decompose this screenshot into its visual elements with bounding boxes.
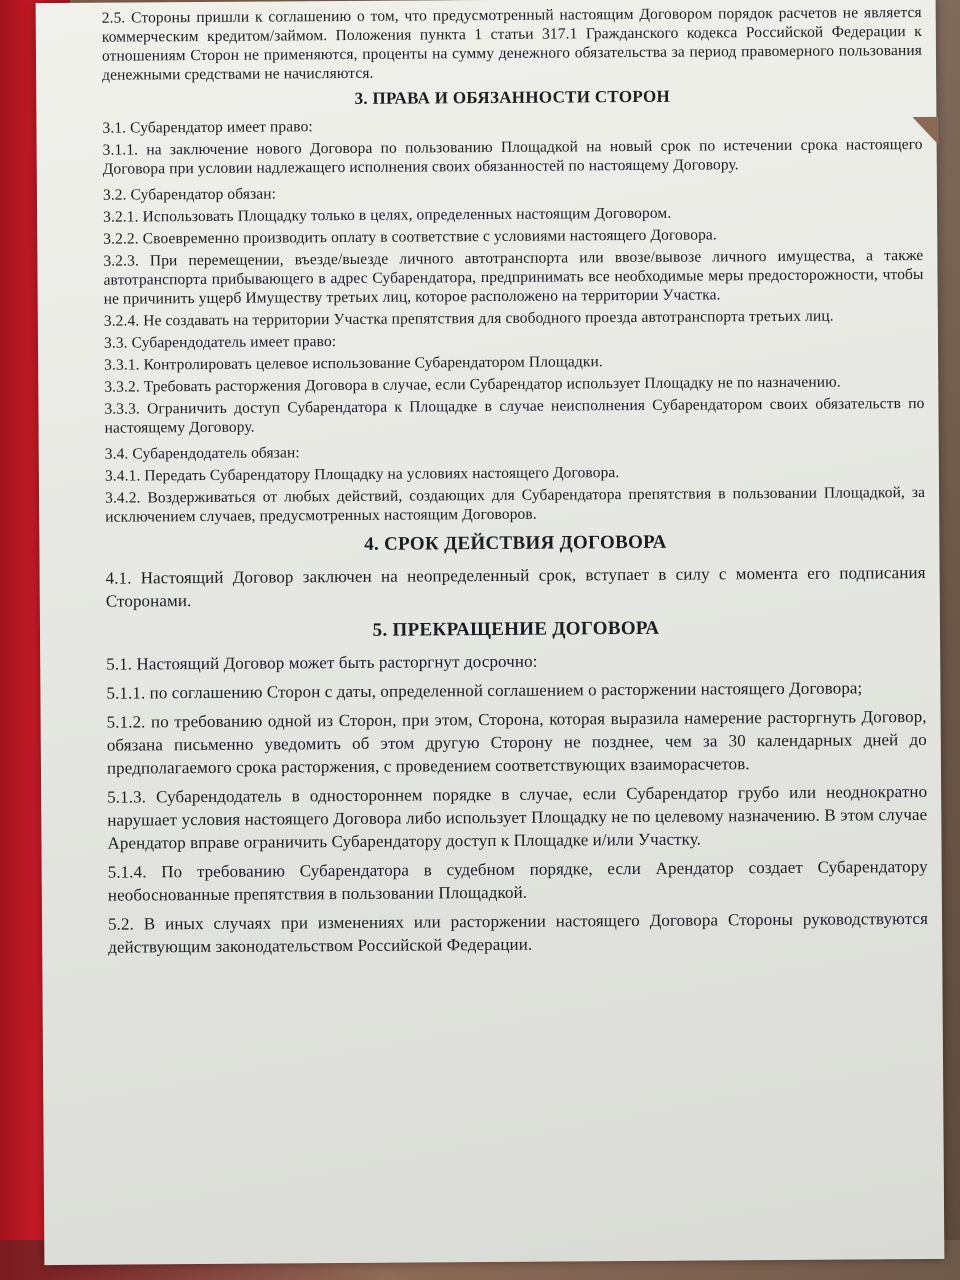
clause-3-4: 3.4. Субарендодатель обязан: (104, 444, 300, 463)
clause-3-2: 3.2. Субарендатор обязан: (102, 185, 277, 204)
clause-5-1-1: 5.1.1. по соглашению Сторон с даты, определенной соглашением о расторжении настоящего Договора; (106, 678, 863, 703)
clause-5-1: 5.1. Настоящий Договор может быть расторгнут досрочно: (106, 651, 538, 674)
section-4-heading: 4. СРОК ДЕЙСТВИЯ ДОГОВОРА (364, 531, 667, 555)
clause-3-3-3: 3.3.3. Ограничить доступ Субарендатора к Площадке в случае неисполнения Субарендатором своих обязательств по настоящему Договору. (104, 394, 925, 437)
clause-3-3: 3.3. Субарендодатель имеет право: (103, 333, 337, 352)
document-content (102, 3, 929, 965)
clause-3-4-2: 3.4.2. Воздерживаться от любых действий, создающих для Субарендатора препятствия в пользовании Площадкой, за исключением случаев, предусмотренных настоящим Договоров. (105, 483, 926, 526)
clause-2-5: 2.5. Стороны пришли к соглашению о том, что предусмотренный настоящим Договором порядок расчетов не является коммерческим кредитом/займом. Положения пункта 1 статьи 317.1 Гражданского кодекса Российской Федерации к отношениям Сторон не применяются, проценты на сумму денежного обязательства за период правомерного пользования денежными средствами не начисляются. (101, 3, 923, 84)
clause-3-3-1: 3.3.1. Контролировать целевое использование Субарендатором Площадки. (104, 353, 603, 374)
section-5-heading: 5. ПРЕКРАЩЕНИЕ ДОГОВОРА (372, 617, 660, 641)
clause-3-3-2: 3.3.2. Требовать расторжения Договора в случае, если Субарендатор использует Площадку не по назначению. (104, 373, 841, 396)
clause-3-4-1: 3.4.1. Передать Субарендатору Площадку на условиях настоящего Договора. (104, 464, 620, 485)
clause-4-1: 4.1. Настоящий Договор заключен на неопределенный срок, вступает в силу с момента его подписания Сторонами. (105, 562, 926, 611)
clause-3-1-1: 3.1.1. на заключение нового Договора по пользованию Площадкой на новый срок по истечении срока настоящего Договора при условии надлежащего исполнения своих обязанностей по настоящему Договору. (102, 135, 923, 178)
clause-3-2-1: 3.2.1. Использовать Площадку только в целях, определенных настоящим Договором. (103, 204, 672, 226)
clause-3-1: 3.1. Субарендатор имеет право: (102, 118, 313, 137)
clause-5-1-3: 5.1.3. Субарендодатель в одностороннем порядке в случае, если Субарендатор грубо или неоднократно нарушает условия настоящего Договора либо использует Площадку не по целевому назначению. В этом случае Арендатор вправе ограничить Субарендатору доступ к Площадке и/или Участку. (107, 781, 928, 853)
clause-5-2: 5.2. В иных случаях при изменениях или расторжении настоящего Договора Стороны руководствуются действующим законодательством Российской Федерации. (107, 908, 929, 957)
document-page (36, 0, 945, 1265)
clause-5-1-2: 5.1.2. по требованию одной из Сторон, при этом, Сторона, которая выразила намерение расторгнуть Договор, обязана письменно уведомить об этом другую Сторону не позднее, чем за 30 календарных дней до предполагаемого срока расторжения, с проведением соответствующих взаиморасчетов. (106, 706, 927, 778)
section-3-heading: 3. ПРАВА И ОБЯЗАННОСТИ СТОРОН (354, 86, 671, 108)
clause-5-1-4: 5.1.4. По требованию Субарендатора в судебном порядке, если Арендатор создает Субарендатору необоснованные препятствия в пользовании Площадкой. (107, 856, 928, 905)
clause-3-2-4: 3.2.4. Не создавать на территории Участка препятствия для свободного проезда автотранспорта третьих лиц. (103, 307, 834, 330)
clause-3-2-2: 3.2.2. Своевременно производить оплату в соответствие с условиями настоящего Договора. (103, 226, 717, 248)
clause-3-2-3: 3.2.3. При перемещении, въезде/выезде личного автотранспорта или ввозе/вывозе личного имущества, а также автотранспорта прибывающего в адрес Субарендатора, предпринимать все необходимые меры предосторожности, чтобы не причинить ущерб Имуществу третьих лиц, которое расположено на территории Участка. (103, 246, 924, 308)
